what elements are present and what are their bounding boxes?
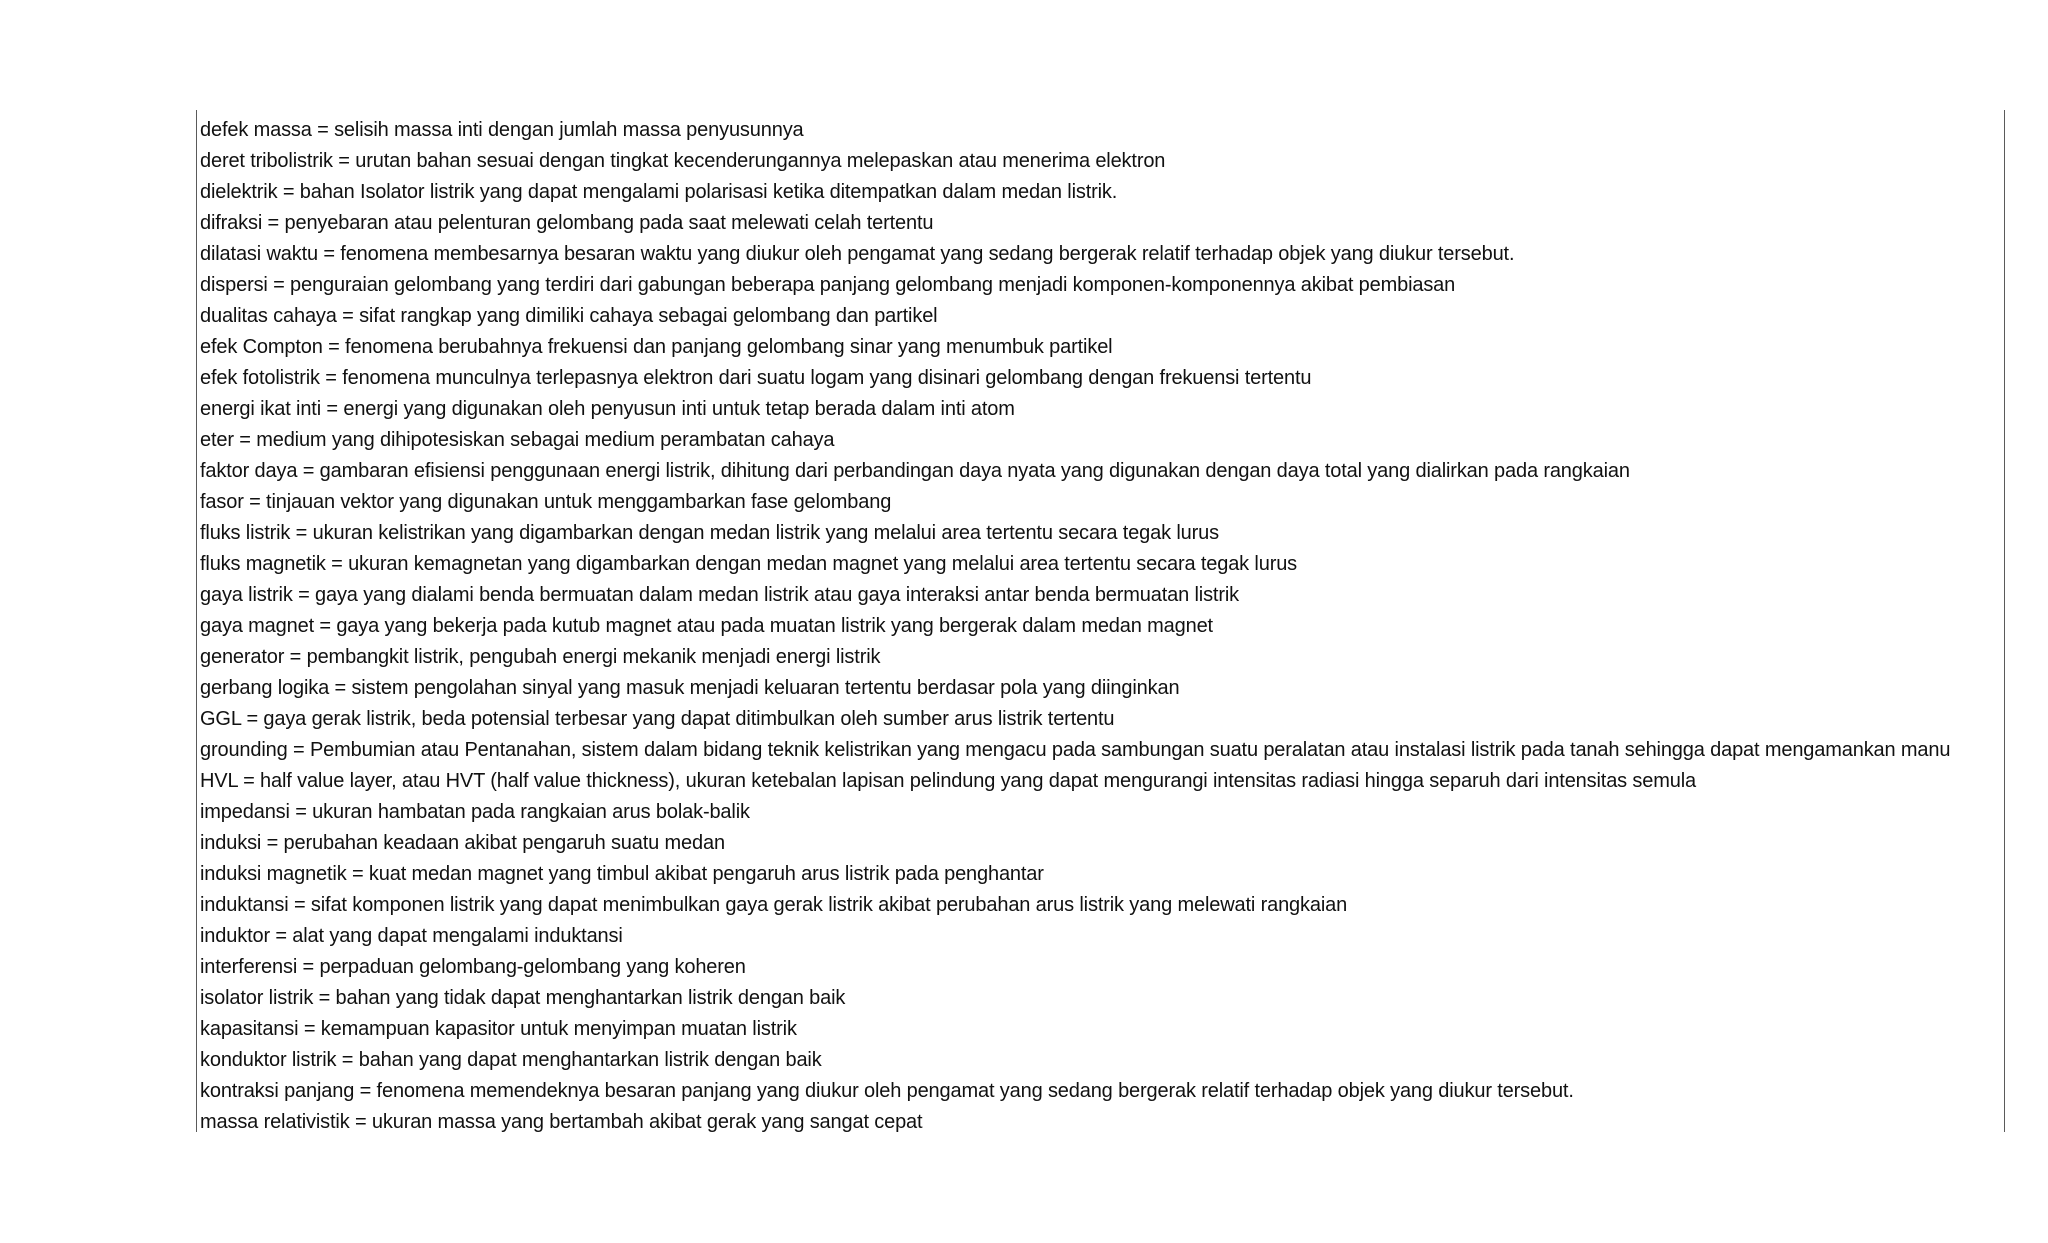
glossary-entry: deret tribolistrik = urutan bahan sesuai dengan tingkat kecenderungannya melepaskan atau menerima elektron (200, 150, 1166, 172)
glossary-entry: difraksi = penyebaran atau pelenturan gelombang pada saat melewati celah tertentu (200, 212, 934, 234)
glossary-entry: dualitas cahaya = sifat rangkap yang dimiliki cahaya sebagai gelombang dan partikel (200, 305, 938, 327)
glossary-entry: interferensi = perpaduan gelombang-gelombang yang koheren (200, 956, 746, 978)
glossary-entry: isolator listrik = bahan yang tidak dapat menghantarkan listrik dengan baik (200, 987, 846, 1009)
glossary-entry: induktansi = sifat komponen listrik yang dapat menimbulkan gaya gerak listrik akibat perubahan arus listrik yang melewati rangkaian (200, 894, 1348, 916)
glossary-entry: gaya listrik = gaya yang dialami benda bermuatan dalam medan listrik atau gaya interaksi antar benda bermuatan listrik (200, 584, 1239, 606)
glossary-frame (196, 110, 2005, 1132)
glossary-entry: kapasitansi = kemampuan kapasitor untuk menyimpan muatan listrik (200, 1018, 797, 1040)
glossary-entry: efek Compton = fenomena berubahnya frekuensi dan panjang gelombang sinar yang menumbuk partikel (200, 336, 1113, 358)
glossary-entry: dilatasi waktu = fenomena membesarnya besaran waktu yang diukur oleh pengamat yang sedang bergerak relatif terhadap objek yang diukur tersebut. (200, 243, 1515, 265)
glossary-entry: efek fotolistrik = fenomena munculnya terlepasnya elektron dari suatu logam yang disinari gelombang dengan frekuensi tertentu (200, 367, 1312, 389)
glossary-entry: gerbang logika = sistem pengolahan sinyal yang masuk menjadi keluaran tertentu berdasar pola yang diinginkan (200, 677, 1180, 699)
glossary-entry: GGL = gaya gerak listrik, beda potensial terbesar yang dapat ditimbulkan oleh sumber arus listrik tertentu (200, 708, 1115, 730)
glossary-entry: HVL = half value layer, atau HVT (half value thickness), ukuran ketebalan lapisan pelindung yang dapat mengurangi intensitas radiasi hingga separuh dari intensitas semula (200, 770, 1696, 792)
glossary-entry: dielektrik = bahan Isolator listrik yang dapat mengalami polarisasi ketika ditempatkan dalam medan listrik. (200, 181, 1118, 203)
glossary-entry: fasor = tinjauan vektor yang digunakan untuk menggambarkan fase gelombang (200, 491, 892, 513)
glossary-entry: generator = pembangkit listrik, pengubah energi mekanik menjadi energi listrik (200, 646, 881, 668)
glossary-entry: dispersi = penguraian gelombang yang terdiri dari gabungan beberapa panjang gelombang menjadi komponen-komponennya akibat pembiasan (200, 274, 1456, 296)
glossary-entry: energi ikat inti = energi yang digunakan oleh penyusun inti untuk tetap berada dalam inti atom (200, 398, 1015, 420)
glossary-entry: massa relativistik = ukuran massa yang bertambah akibat gerak yang sangat cepat (200, 1111, 923, 1132)
glossary-entry: induksi = perubahan keadaan akibat pengaruh suatu medan (200, 832, 725, 854)
glossary-entry: fluks magnetik = ukuran kemagnetan yang digambarkan dengan medan magnet yang melalui area tertentu secara tegak lurus (200, 553, 1298, 575)
glossary-entry: impedansi = ukuran hambatan pada rangkaian arus bolak-balik (200, 801, 750, 823)
glossary-entry: eter = medium yang dihipotesiskan sebagai medium perambatan cahaya (200, 429, 835, 451)
glossary-entry: induktor = alat yang dapat mengalami induktansi (200, 925, 623, 947)
glossary-entry: induksi magnetik = kuat medan magnet yang timbul akibat pengaruh arus listrik pada penghantar (200, 863, 1044, 885)
glossary-entry: fluks listrik = ukuran kelistrikan yang digambarkan dengan medan listrik yang melalui area tertentu secara tegak lurus (200, 522, 1219, 544)
glossary-entry: faktor daya = gambaran efisiensi penggunaan energi listrik, dihitung dari perbandingan daya nyata yang digunakan dengan daya total yang dialirkan pada rangkaian (200, 460, 1630, 482)
glossary-entry: konduktor listrik = bahan yang dapat menghantarkan listrik dengan baik (200, 1049, 822, 1071)
glossary-entry: kontraksi panjang = fenomena memendeknya besaran panjang yang diukur oleh pengamat yang sedang bergerak relatif terhadap objek yang diukur tersebut. (200, 1080, 1574, 1102)
glossary-entry: grounding = Pembumian atau Pentanahan, sistem dalam bidang teknik kelistrikan yang mengacu pada sambungan suatu peralatan atau instalasi listrik pada tanah sehingga dapat mengamankan manu (200, 739, 1951, 761)
glossary-entry: defek massa = selisih massa inti dengan jumlah massa penyusunnya (200, 119, 804, 141)
glossary-list (197, 110, 2004, 1132)
glossary-entry: gaya magnet = gaya yang bekerja pada kutub magnet atau pada muatan listrik yang bergerak dalam medan magnet (200, 615, 1213, 637)
